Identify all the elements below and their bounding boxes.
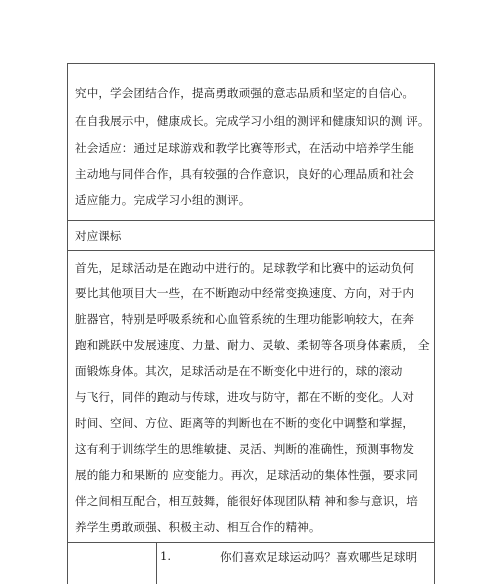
section-label: 对应课标: [75, 229, 122, 243]
standard-line: 面锻炼身体。其次，足球活动是在不断变化中进行的，球的滚动: [75, 364, 403, 378]
goals-line: 社会适应：通过足球游戏和教学比赛等形式，在活动中培养学生能: [75, 141, 415, 155]
standard-line: 脏器官，特别是呼吸系统和心血管系统的生理功能影响较大，在奔: [75, 312, 415, 326]
row-divider: [68, 542, 434, 543]
question-number: 1.: [160, 549, 172, 563]
standard-line: 养学生勇敢顽强、积极主动、相互合作的精神。: [75, 520, 321, 534]
column-divider: [156, 543, 157, 584]
standard-line: 这有利于训练学生的思维敏捷、灵活、判断的准确性，预测事物发: [75, 442, 415, 456]
question-text: 你们喜欢足球运动吗？喜欢哪些足球明: [220, 550, 418, 564]
standard-line: 时间、空间、方位、距离等的判断也在不断的变化中调整和掌握，: [75, 416, 415, 430]
standard-line: 跑和跳跃中发展速度、力量、耐力、灵敏、柔韧等各项身体素质， 全: [75, 338, 430, 352]
standard-line: 展的能力和果断的 应变能力。再次，足球活动的集体性强，要求同: [75, 468, 418, 482]
row-divider: [68, 220, 434, 221]
goals-line: 究中，学会团结合作，提高勇敢顽强的意志品质和坚定的自信心。: [75, 86, 415, 100]
goals-line: 在自我展示中，健康成长。完成学习小组的测评和健康知识的测 评。: [75, 114, 430, 128]
lesson-plan-table: [67, 63, 435, 584]
goals-line: 适应能力。完成学习小组的测评。: [75, 193, 251, 207]
standard-line: 首先，足球活动是在跑动中进行的。足球教学和比赛中的运动负何: [75, 261, 415, 275]
standard-line: 要比其他项目大一些，在不断跑动中经常变换速度、方向，对于内: [75, 286, 415, 300]
goals-line: 主动地与同伴合作，具有较强的合作意识，良好的心理品质和社会: [75, 167, 415, 181]
standard-line: 伴之间相互配合，相互鼓舞，能很好体现团队精 神和参与意识，培: [75, 494, 418, 508]
standard-line: 与飞行，同伴的跑动与传球，进攻与防守，都在不断的变化。人对: [75, 390, 415, 404]
row-divider: [68, 250, 434, 251]
